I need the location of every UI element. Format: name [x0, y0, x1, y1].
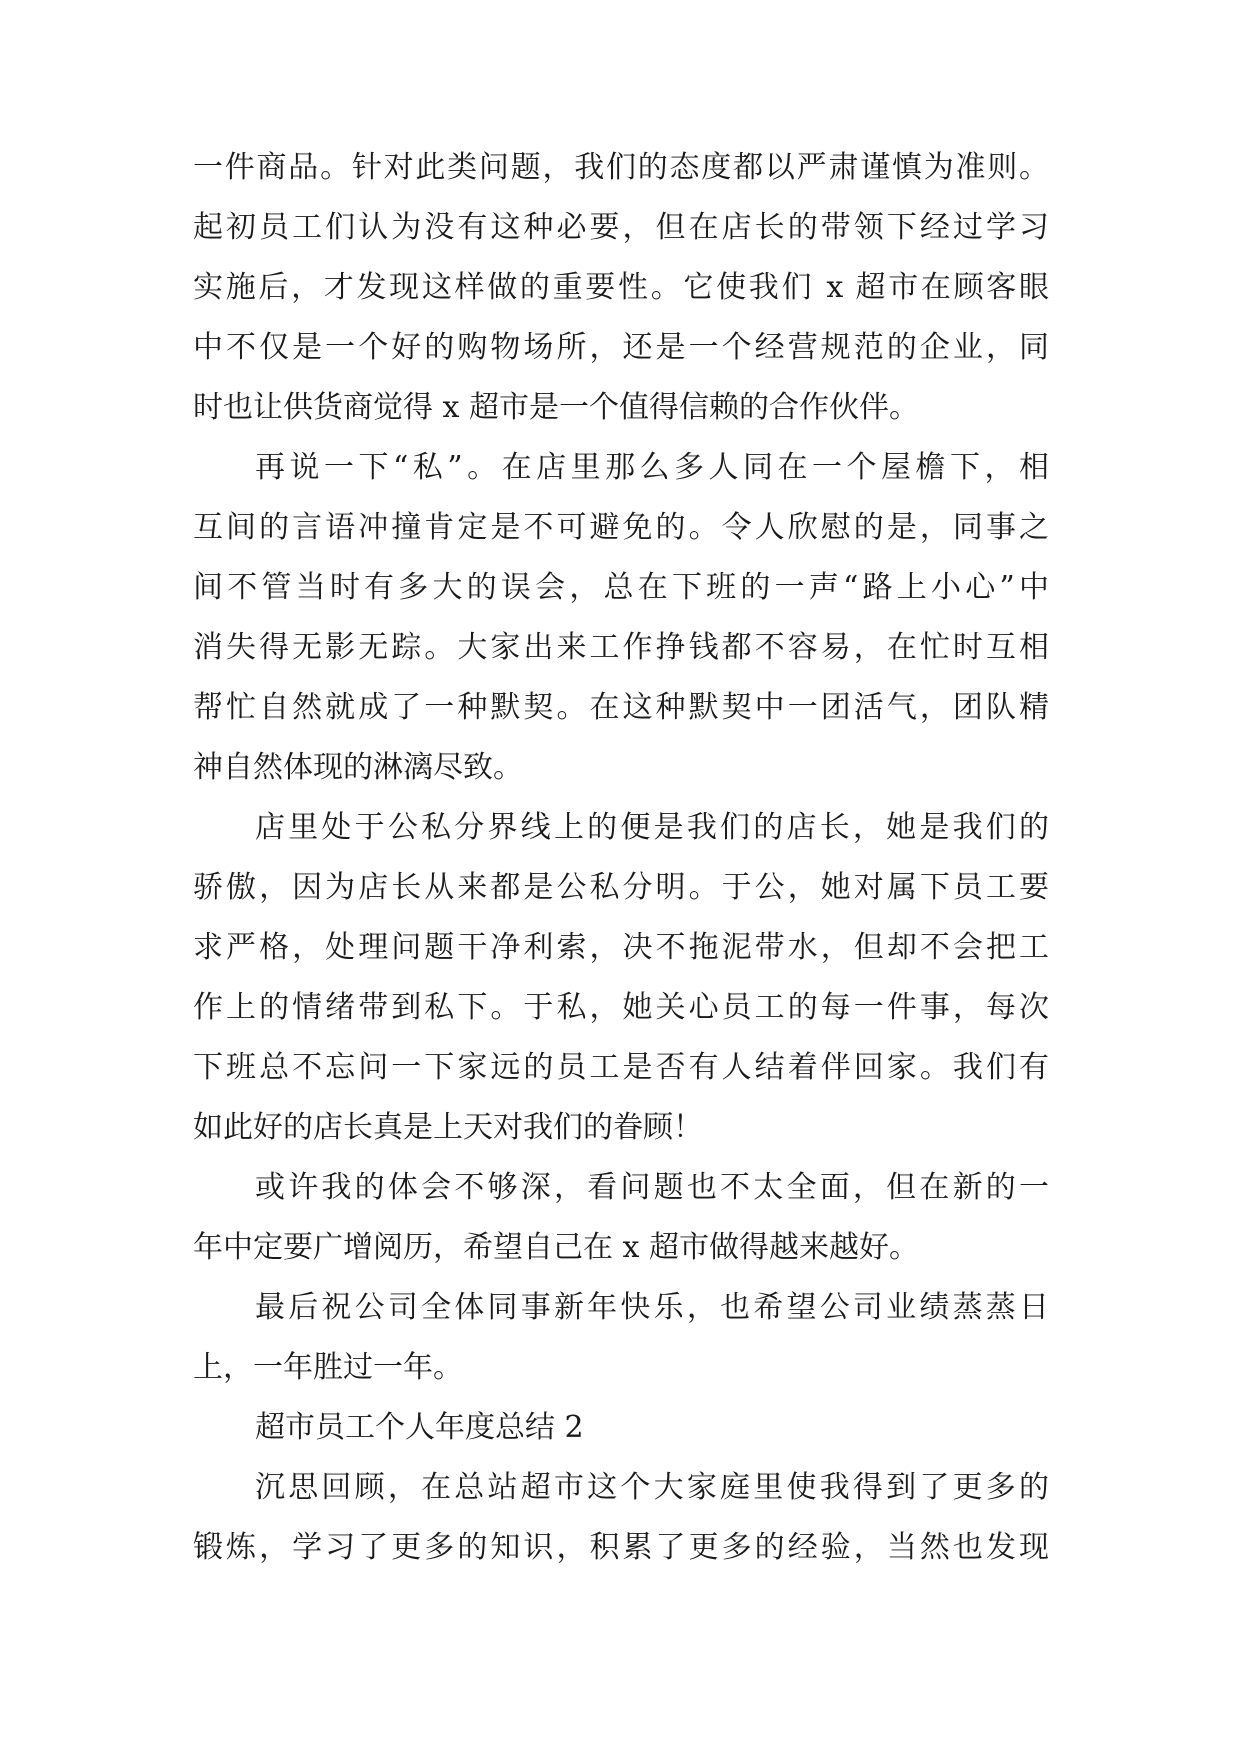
text-line: 锻炼，学习了更多的知识，积累了更多的经验，当然也发现 — [193, 1530, 1049, 1565]
text-line: 互间的言语冲撞肯定是不可避免的。令人欣慰的是，同事之 — [193, 510, 1049, 545]
text-line: 间不管当时有多大的误会，总在下班的一声“路上小心”中 — [193, 570, 1049, 605]
text-line: 帮忙自然就成了一种默契。在这种默契中一团活气，团队精 — [193, 690, 1049, 725]
text-line: 超市员工个人年度总结 2 — [255, 1410, 584, 1445]
text-line: 求严格，处理问题干净利索，决不拖泥带水，但却不会把工 — [193, 930, 1049, 965]
text-line: 如此好的店长真是上天对我们的眷顾！ — [193, 1110, 703, 1145]
document-body — [193, 138, 1049, 1578]
text-line: 起初员工们认为没有这种必要，但在店长的带领下经过学习 — [193, 210, 1049, 245]
text-line: 下班总不忘问一下家远的员工是否有人结着伴回家。我们有 — [193, 1050, 1049, 1085]
text-line: 骄傲，因为店长从来都是公私分明。于公，她对属下员工要 — [193, 870, 1049, 905]
text-line: 作上的情绪带到私下。于私，她关心员工的每一件事，每次 — [193, 990, 1049, 1025]
text-line: 年中定要广增阅历，希望自己在 x 超市做得越来越好。 — [193, 1230, 919, 1265]
text-line: 再说一下“私”。在店里那么多人同在一个屋檐下，相 — [255, 450, 1049, 485]
text-line: 实施后，才发现这样做的重要性。它使我们 x 超市在顾客眼 — [193, 270, 1049, 305]
text-line: 中不仅是一个好的购物场所，还是一个经营规范的企业，同 — [193, 330, 1049, 365]
text-line: 上，一年胜过一年。 — [193, 1350, 463, 1385]
text-line: 店里处于公私分界线上的便是我们的店长，她是我们的 — [255, 810, 1049, 845]
text-line: 神自然体现的淋漓尽致。 — [193, 750, 523, 785]
text-line: 消失得无影无踪。大家出来工作挣钱都不容易，在忙时互相 — [193, 630, 1049, 665]
text-line: 最后祝公司全体同事新年快乐，也希望公司业绩蒸蒸日 — [255, 1290, 1049, 1325]
text-line: 或许我的体会不够深，看问题也不太全面，但在新的一 — [255, 1170, 1049, 1205]
text-line: 沉思回顾，在总站超市这个大家庭里使我得到了更多的 — [255, 1470, 1049, 1505]
text-line: 一件商品。针对此类问题，我们的态度都以严肃谨慎为准则。 — [193, 150, 1049, 185]
text-line: 时也让供货商觉得 x 超市是一个值得信赖的合作伙伴。 — [193, 390, 919, 425]
